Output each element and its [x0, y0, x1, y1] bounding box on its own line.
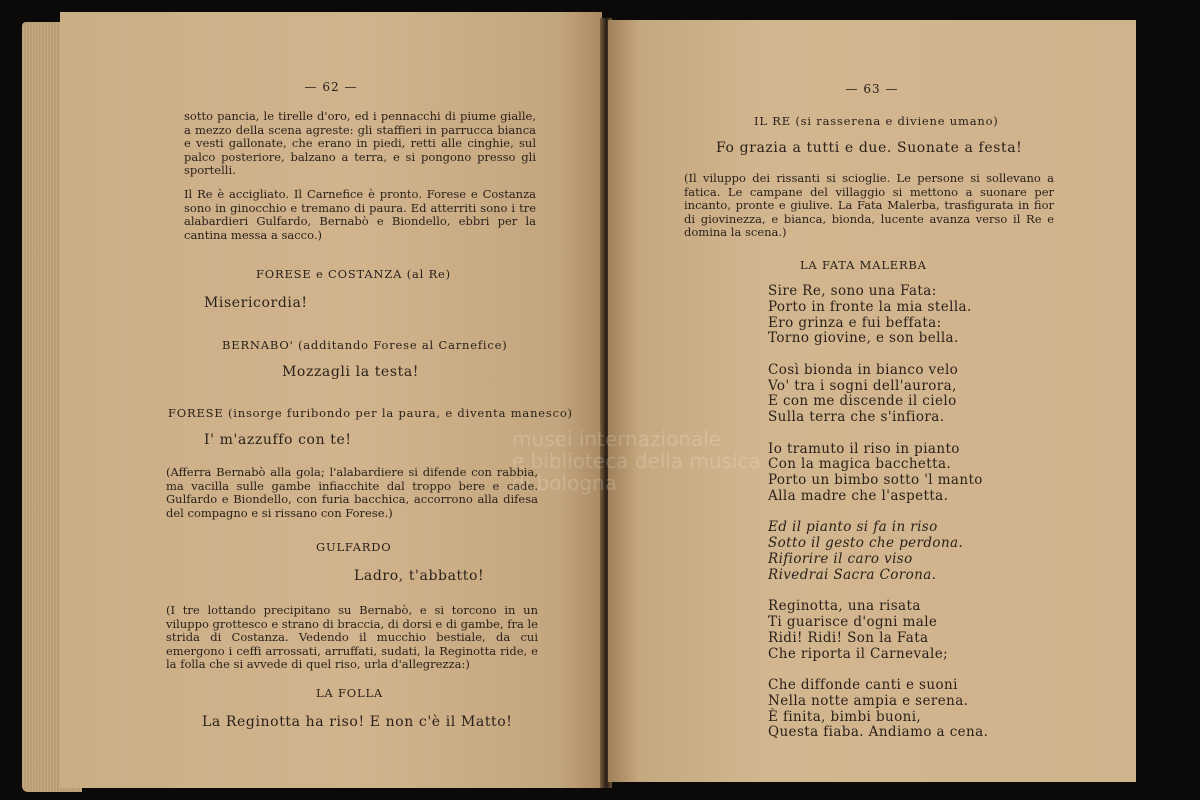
stage-direction-intro: sotto pancia, le tirelle d'oro, ed i pennacchi di piume gialle, a mezzo della scena agreste: gli staffieri in parrucca bianca e vesti gallonate, che erano in piedi, retti alle cinghie, sul palco posteriore, balzano a terra, e si pongono presso gli sportelli.	[184, 109, 536, 177]
verse-line: Torno giovine, e son bella.	[768, 330, 959, 347]
open-book	[22, 8, 1172, 792]
speaker-il-re: IL RE (si rasserena e diviene umano)	[754, 114, 999, 128]
left-page	[60, 12, 602, 788]
stage-direction-right: (Il viluppo dei rissanti si scioglie. Le persone si sollevano a fatica. Le campane del villaggio si mettono a suonare per incanto, pronte e giulive. La Fata Malerba, trasfigurata in fior di giovinezza, e bianca, bionda, lucente avanza verso il Re e domina la scena.)	[684, 171, 1054, 239]
verse-line: Rifiorire il caro viso	[768, 550, 913, 567]
verse-line: Porto un bimbo sotto 'l manto	[768, 472, 983, 489]
speaker-gulfardo: GULFARDO	[316, 540, 392, 554]
stanza	[768, 363, 988, 426]
verse-line: Porto in fronte la mia stella.	[768, 298, 972, 315]
verse-line: Alla madre che l'aspetta.	[768, 487, 949, 504]
stanza-italic	[768, 520, 988, 583]
line-reginotta-ha-riso: La Reginotta ha riso! E non c'è il Matto!	[202, 714, 513, 730]
line-misericordia: Misericordia!	[204, 295, 308, 311]
speaker-bernabo: BERNABO' (additando Forese al Carnefice)	[222, 338, 508, 352]
page-number-left: — 62 —	[304, 80, 358, 94]
verse-line: Ed il pianto si fa in riso	[768, 519, 938, 536]
stage-direction-3: (I tre lottando precipitano su Bernabò, e si torcono in un viluppo grottesco e strano di braccia, di dorsi e di gambe, fra le strida di Costanza. Vedendo il mucchio bestiale, da cui emergono i ceffi arrossati, arruffati, sudati, la Reginotta ride, e la folla che si avvede di quel riso, urla d'allegrezza:)	[166, 603, 538, 671]
verse-line: Vo' tra i sogni dell'aurora,	[768, 377, 957, 394]
verse-line: Io tramuto il riso in pianto	[768, 440, 960, 457]
stage-direction-1: Il Re è accigliato. Il Carnefice è pronto. Forese e Costanza sono in ginocchio e tremano di paura. Ed atterriti sono i tre alabardieri Gulfardo, Bernabò e Biondello, ebbri per la cantina messa a sacco.)	[184, 187, 536, 242]
verse-line: Ridi! Ridi! Son la Fata	[768, 629, 929, 646]
stanza	[768, 284, 988, 347]
line-mozzagli: Mozzagli la testa!	[282, 364, 419, 380]
verse-line: Ero grinza e fui beffata:	[768, 314, 942, 331]
page-number-right: — 63 —	[845, 82, 899, 96]
verse-line: È finita, bimbi buoni,	[768, 708, 922, 725]
stanza	[768, 599, 988, 662]
verse-line: Sire Re, sono una Fata:	[768, 283, 937, 299]
verse-line: Rivedrai Sacra Corona.	[768, 566, 937, 583]
verse-line: Sotto il gesto che perdona.	[768, 535, 964, 552]
verse-line: Sulla terra che s'infiora.	[768, 409, 945, 426]
speaker-forese-costanza: FORESE e COSTANZA (al Re)	[256, 267, 451, 281]
stage-direction-2: (Afferra Bernabò alla gola; l'alabardiere si difende con rabbia, ma vacilla sulle gambe infiacchite dal troppo bere e cade. Gulfardo e Biondello, con furia bacchica, accorrono alla difesa del compagno e si rissano con Forese.)	[166, 465, 538, 520]
verse-line: Ti guarisce d'ogni male	[768, 613, 938, 630]
verse-line: Così bionda in bianco velo	[768, 361, 959, 378]
line-azzuffo: I' m'azzuffo con te!	[204, 432, 352, 448]
line-fo-grazia: Fo grazia a tutti e due. Suonate a festa!	[716, 140, 1023, 156]
stanza	[768, 678, 988, 741]
verse-block	[768, 284, 988, 757]
verse-line: Che diffonde canti e suoni	[768, 676, 958, 693]
verse-line: Con la magica bacchetta.	[768, 456, 952, 473]
verse-line: Nella notte ampia e serena.	[768, 692, 969, 709]
verse-line: Questa fiaba. Andiamo a cena.	[768, 724, 989, 741]
speaker-la-folla: LA FOLLA	[316, 686, 383, 700]
verse-line: Reginotta, una risata	[768, 598, 921, 615]
verse-line: E con me discende il cielo	[768, 393, 957, 410]
stanza	[768, 442, 988, 505]
verse-line: Che riporta il Carnevale;	[768, 645, 949, 662]
right-page	[608, 20, 1136, 782]
speaker-forese: FORESE (insorge furibondo per la paura, e diventa manesco)	[168, 406, 573, 420]
speaker-fata-malerba: LA FATA MALERBA	[800, 258, 927, 272]
line-ladro: Ladro, t'abbatto!	[354, 568, 485, 584]
